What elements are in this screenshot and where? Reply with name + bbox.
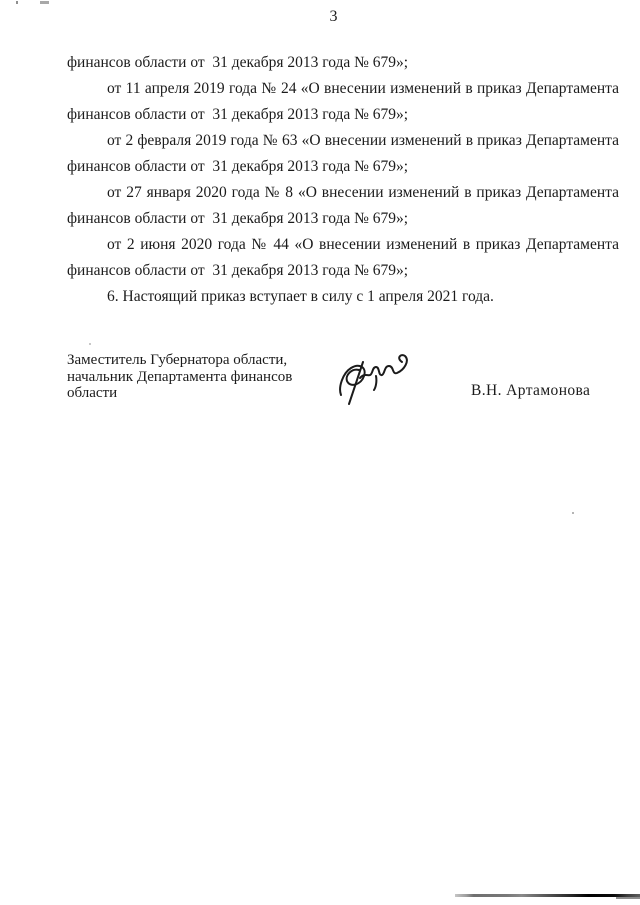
signatory-position-line: начальник Департамента финансов — [67, 368, 293, 385]
document-body-text — [67, 50, 619, 310]
body-line: финансов области от 31 декабря 2013 года № 679»; — [67, 158, 409, 175]
scan-line-bottom-right — [455, 894, 640, 897]
body-line: от 2 июня 2020 года № 44 «О внесении изменений в приказ Департамента — [107, 236, 619, 253]
signatory-name: В.Н. Артамонова — [471, 382, 591, 399]
scan-speck-above-signature — [89, 343, 91, 345]
page-number: 3 — [329, 8, 339, 25]
body-line: от 2 февраля 2019 года № 63 «О внесении изменений в приказ Департамента — [107, 132, 619, 149]
body-line: от 11 апреля 2019 года № 24 «О внесении изменений в приказ Департамента — [107, 80, 619, 97]
body-line: от 27 января 2020 года № 8 «О внесении изменений в приказ Департамента — [107, 184, 619, 201]
signatory-position-line: Заместитель Губернатора области, — [67, 352, 288, 368]
body-line: финансов области от 31 декабря 2013 года № 679»; — [67, 54, 409, 71]
signatory-position — [67, 352, 317, 402]
body-line: финансов области от 31 декабря 2013 года № 679»; — [67, 106, 409, 123]
handwritten-signature-icon — [336, 349, 422, 412]
body-line: финансов области от 31 декабря 2013 года № 679»; — [67, 262, 409, 279]
body-line: финансов области от 31 декабря 2013 года № 679»; — [67, 210, 409, 227]
scan-line-bottom-corner — [616, 897, 640, 899]
scan-dash-top-left — [40, 1, 49, 4]
scan-speck-middle-right — [572, 512, 574, 514]
body-line-clause: 6. Настоящий приказ вступает в силу с 1 апреля 2021 года. — [107, 288, 494, 305]
scan-speck-top-left — [16, 1, 18, 4]
signatory-position-line: области — [67, 385, 118, 401]
